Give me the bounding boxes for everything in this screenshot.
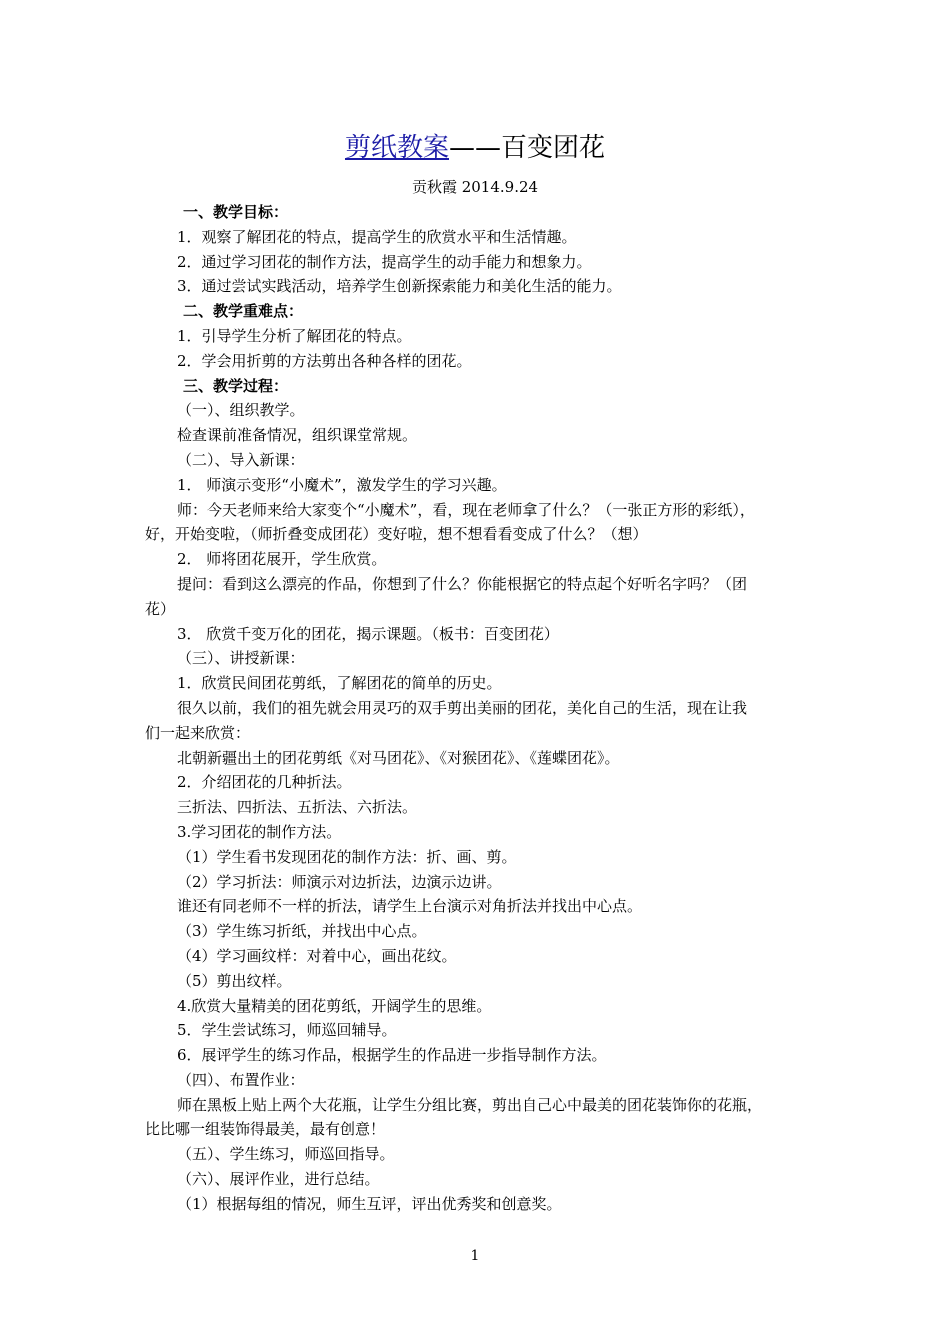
- paragraph-continuation: 好，开始变啦，（师折叠变成团花）变好啦，想不想看看变成了什么？（想）: [145, 525, 648, 544]
- objective-item: 2．通过学习团花的制作方法，提高学生的动手能力和想象力。: [177, 252, 592, 271]
- objective-item: 3．通过尝试实践活动，培养学生创新探索能力和美化生活的能力。: [177, 277, 622, 296]
- paragraph-line: （5）剪出纹样。: [177, 971, 292, 990]
- paragraph-line: 师在黑板上贴上两个大花瓶，让学生分组比赛，剪出自己心中最美的团花装饰你的花瓶，: [177, 1095, 763, 1114]
- paragraph-line: 2． 师将团花展开，学生欣赏。: [177, 550, 387, 569]
- paragraph-line: （三）、讲授新课：: [177, 649, 305, 668]
- paragraph-line: （五）、学生练习，师巡回指导。: [177, 1145, 395, 1164]
- paragraph-line: 2．介绍团花的几种折法。: [177, 773, 352, 792]
- document-body: [145, 200, 810, 1217]
- paragraph-line: （一）、组织教学。: [177, 401, 305, 420]
- paragraph-line: 6．展评学生的练习作品，根据学生的作品进一步指导制作方法。: [177, 1046, 607, 1065]
- author-date-line: 贡秋霞 2014.9.24: [411, 178, 539, 196]
- section-heading-key-points: 二、教学重难点：: [183, 302, 304, 321]
- process-lines: [145, 398, 810, 1216]
- section-heading-process: 三、教学过程：: [183, 376, 289, 395]
- paragraph-line: 北朝新疆出土的团花剪纸《对马团花》、《对猴团花》、《莲蝶团花》。: [177, 748, 620, 767]
- paragraph-line: （1）根据每组的情况，师生互评，评出优秀奖和创意奖。: [177, 1194, 562, 1213]
- paragraph-line: （2）学习折法：师演示对边折法，边演示边讲。: [177, 872, 502, 891]
- paragraph-line: 提问：看到这么漂亮的作品，你想到了什么？你能根据它的特点起个好听名字吗？（团: [177, 574, 748, 593]
- objective-item: 1．观察了解团花的特点，提高学生的欣赏水平和生活情趣。: [177, 227, 577, 246]
- paragraph-line: 3． 欣赏千变万化的团花，揭示课题。（板书：百变团花）: [177, 624, 559, 643]
- paragraph-line: （4）学习画纹样：对着中心，画出花纹。: [177, 946, 457, 965]
- key-point-item: 1．引导学生分析了解团花的特点。: [177, 326, 412, 345]
- section-heading-objectives: 一、教学目标：: [183, 203, 289, 221]
- paragraph-line: 1． 师演示变形“小魔术”，激发学生的学习兴趣。: [177, 475, 507, 494]
- page-number: 1: [470, 1248, 480, 1264]
- paragraph-line: 4.欣赏大量精美的团花剪纸，开阔学生的思维。: [177, 996, 492, 1015]
- paragraph-continuation: 们一起来欣赏：: [145, 723, 251, 742]
- paragraph-line: 很久以前，我们的祖先就会用灵巧的双手剪出美丽的团花，美化自己的生活，现在让我: [177, 698, 748, 717]
- paragraph-line: （六）、展评作业，进行总结。: [177, 1170, 380, 1189]
- paragraph-line: （1）学生看书发现团花的制作方法：折、画、剪。: [177, 847, 517, 866]
- paragraph-line: （四）、布置作业：: [177, 1070, 305, 1089]
- paragraph-line: 3.学习团花的制作方法。: [177, 822, 342, 841]
- paragraph-continuation: 比比哪一组装饰得最美，最有创意！: [145, 1120, 386, 1139]
- paragraph-continuation: 花）: [145, 599, 176, 618]
- document-title: [0, 130, 950, 166]
- paragraph-line: （二）、导入新课：: [177, 450, 305, 469]
- paragraph-line: 三折法、四折法、五折法、六折法。: [177, 798, 418, 817]
- paragraph-line: 谁还有同老师不一样的折法，请学生上台演示对角折法并找出中心点。: [177, 897, 643, 916]
- title-link[interactable]: 剪纸教案: [344, 133, 449, 163]
- paragraph-line: 师：今天老师来给大家变个“小魔术”，看，现在老师拿了什么？（一张正方形的彩纸），: [177, 500, 755, 519]
- paragraph-line: 1．欣赏民间团花剪纸，了解团花的简单的历史。: [177, 674, 502, 693]
- key-point-item: 2．学会用折剪的方法剪出各种各样的团花。: [177, 351, 472, 370]
- paragraph-line: （3）学生练习折纸，并找出中心点。: [177, 922, 427, 941]
- paragraph-line: 检查课前准备情况，组织课堂常规。: [177, 426, 418, 445]
- title-text: ——百变团花: [449, 133, 606, 163]
- paragraph-line: 5．学生尝试练习，师巡回辅导。: [177, 1021, 397, 1040]
